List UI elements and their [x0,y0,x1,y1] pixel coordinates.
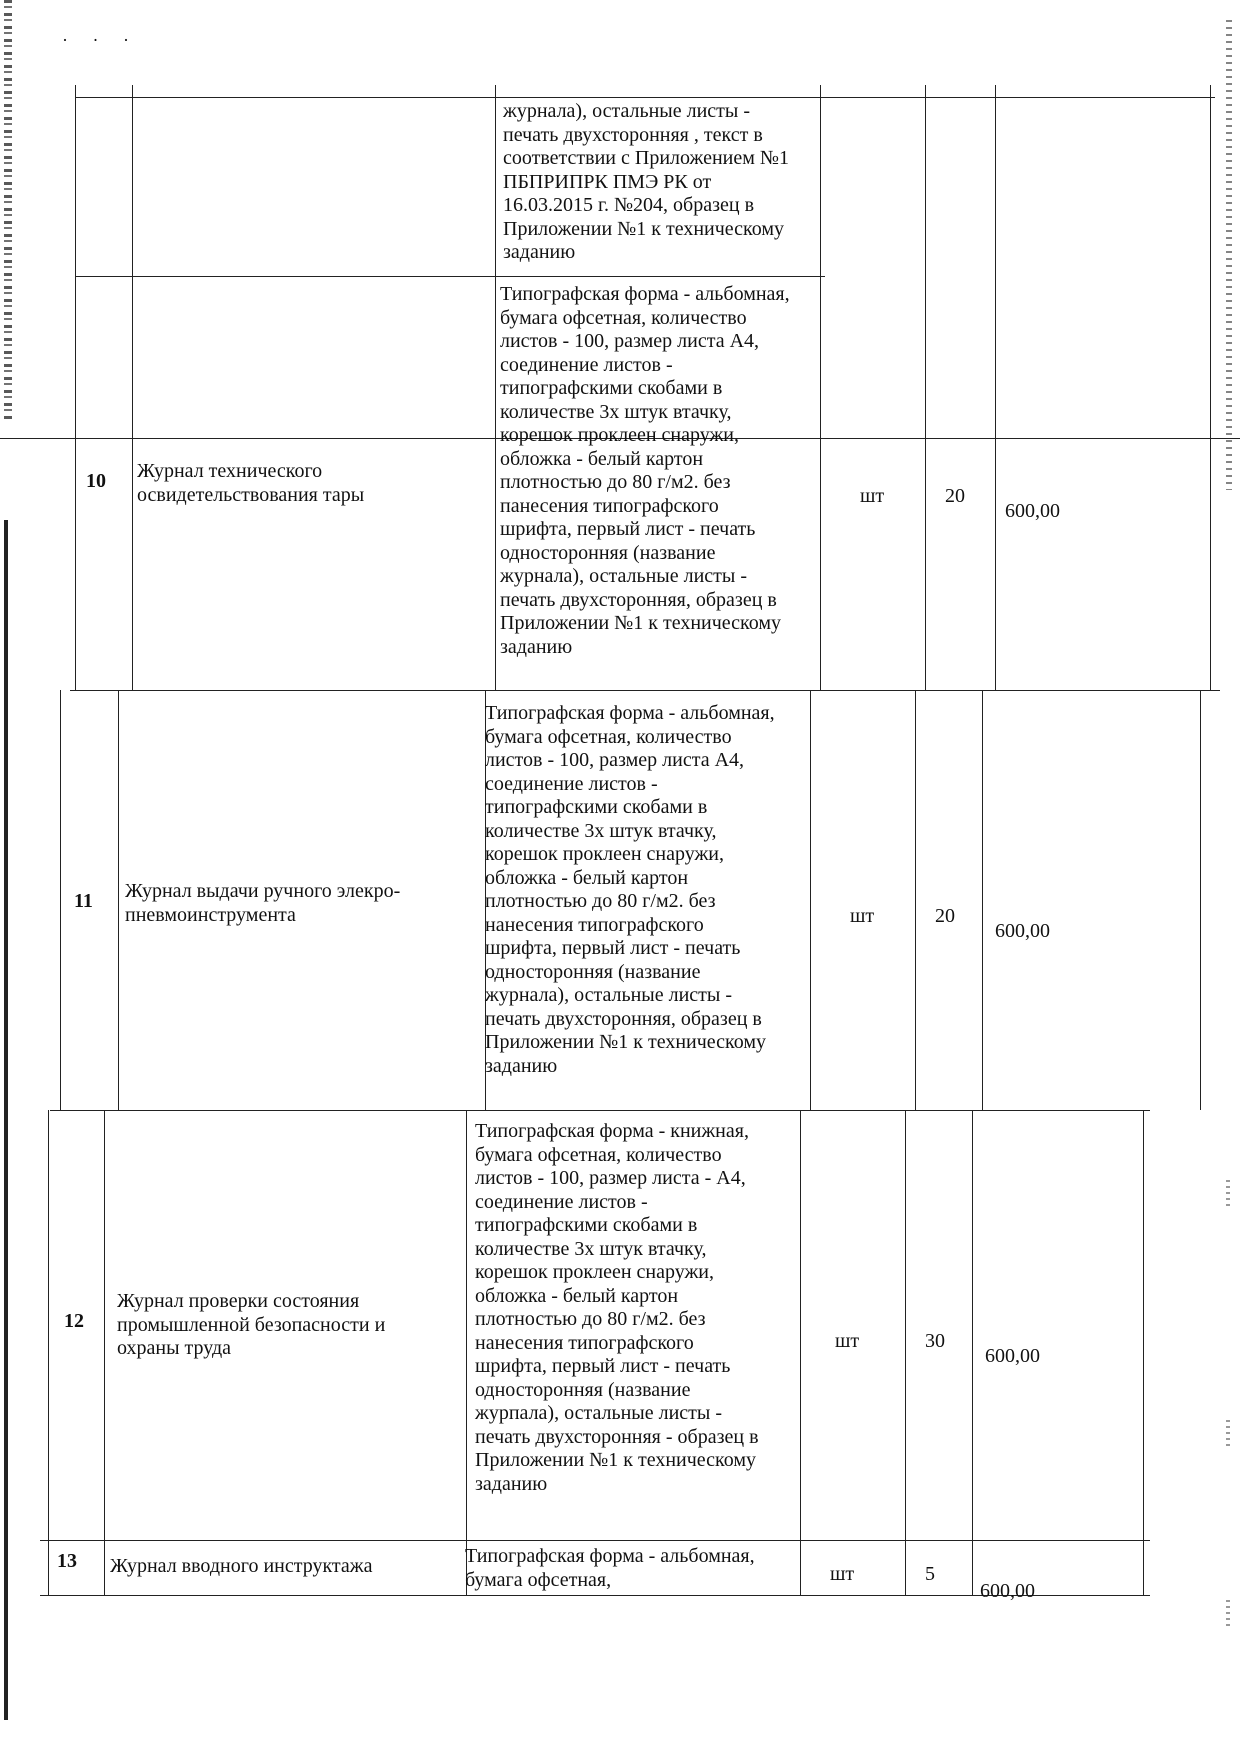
col-border [1143,1110,1144,1595]
col-border [495,85,496,690]
row-separator [75,276,825,277]
item-name: Журнал вводного инструктажа [110,1555,373,1577]
item-quantity: 5 [925,1563,935,1585]
scan-edge-dash [1226,1180,1230,1208]
item-unit: шт [835,1330,860,1352]
row-number: 12 [64,1310,84,1332]
item-unit: шт [850,905,875,927]
item-quantity: 30 [925,1330,945,1352]
item-quantity: 20 [945,485,965,507]
col-border [982,690,983,1110]
description-continuation: журнала), остальные листы - печать двухсторонняя , текст в соответствии с Приложением №1 ПБПРИПРК ПМЭ РК от 16.03.2015 г. №204, образец в Приложении №1 к техническому заданию [503,100,789,263]
col-border [800,1110,801,1595]
table-border-top [75,97,1215,98]
col-border [60,690,61,1110]
row-separator [70,690,1220,691]
scan-edge-dash [1226,1420,1230,1448]
scan-edge-mark-left [4,0,12,420]
item-name: Журнал выдачи ручного элекро-пневмоинструмента [125,880,401,926]
row-separator [50,1110,1150,1111]
item-price: 600,00 [985,1345,1040,1367]
item-unit: шт [860,485,885,507]
item-price: 600,00 [980,1580,1035,1602]
col-border [995,85,996,690]
col-border [104,1110,105,1595]
col-border [915,690,916,1110]
col-border [820,85,821,690]
col-border [1200,690,1201,1110]
item-description: Типографская форма - альбомная, бумага офсетная, [465,1545,755,1591]
row-separator [40,1540,1150,1541]
scan-edge-mark-right [1226,20,1232,490]
col-border [132,85,133,690]
scan-speck: · · · [62,30,139,50]
item-description: Типографская форма - книжная, бумага офсетная, количество листов - 100, размер листа - А4, соединение листов - типографскими скобами в количестве 3х штук втачку, корешок проклеен снаружи, обложка - белый картон плотностью до 80 г/м2. без нанесения типографского шрифта, первый лист - печать односторонняя (название журпала), остальные листы - печать двухсторонняя - образец в Приложении №1 к техническому заданию [475,1120,759,1495]
item-name: Журнал проверки состояния промышленной безопасности и охраны труда [117,1290,386,1359]
col-border [466,1110,467,1595]
col-border [810,690,811,1110]
item-unit: шт [830,1563,855,1585]
col-border [905,1110,906,1595]
col-border [48,1110,49,1595]
col-border [118,690,119,1110]
col-border [925,85,926,690]
col-border [1210,85,1211,690]
item-name: Журнал технического освидетельствования тары [137,460,365,506]
item-price: 600,00 [1005,500,1060,522]
scan-edge-line-left [4,520,8,1720]
item-description: Типографская форма - альбомная, бумага офсетная, количество листов - 100, размер листа А4, соединение листов - типографскими скобами в количестве 3х штук втачку, корешок проклеен снаружи, обложка - белый картон плотностью до 80 г/м2. без панесения типографского шрифта, первый лист - печать односторонняя (название журнала), остальные листы - печать двухсторонняя, образец в Приложении №1 к техническому заданию [500,283,790,658]
item-description: Типографская форма - альбомная, бумага офсетная, количество листов - 100, размер листа А4, соединение листов - типографскими скобами в количестве 3х штук втачку, корешок проклеен снаружи, обложка - белый картон плотностью до 80 г/м2. без нанесения типографского шрифта, первый лист - печать односторонняя (название журнала), остальные листы - печать двухсторонняя, образец в Приложении №1 к техническому заданию [485,702,775,1077]
scan-edge-dash [1226,1600,1230,1628]
row-number: 10 [86,470,106,492]
item-quantity: 20 [935,905,955,927]
row-number: 11 [74,890,93,912]
col-border [75,85,76,690]
row-number: 13 [57,1550,77,1572]
col-border [972,1110,973,1595]
item-price: 600,00 [995,920,1050,942]
